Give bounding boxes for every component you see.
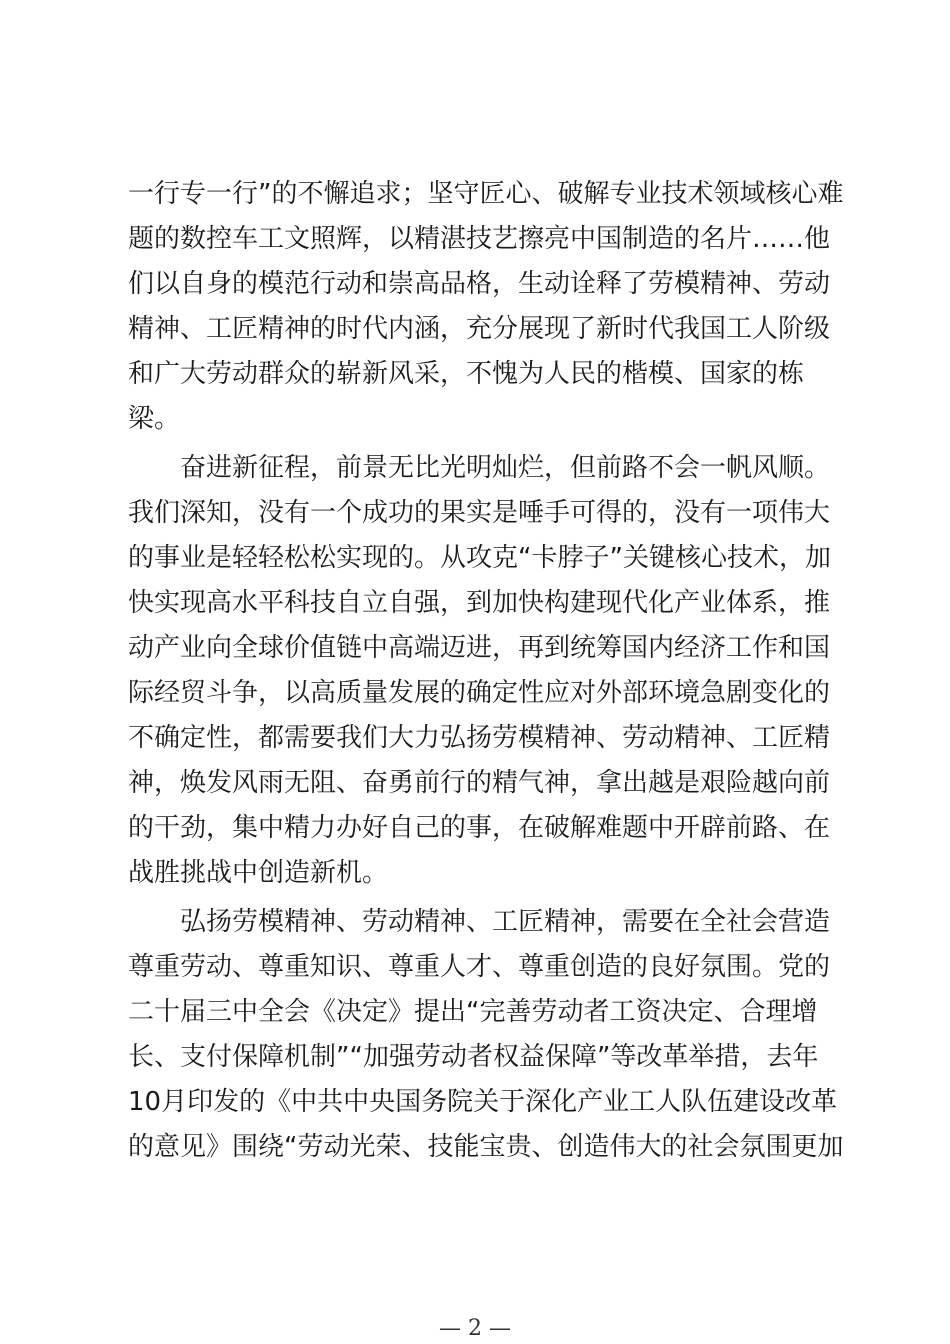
text-line: 神，焕发风雨无阻、奋勇前行的精气神，拿出越是艰险越向前 [128, 768, 831, 798]
text-line: 快实现高水平科技自立自强，到加快构建现代化产业体系，推 [128, 588, 831, 618]
text-line: 弘扬劳模精神、劳动精神、工匠精神，需要在全社会营造 [128, 907, 831, 937]
text-line: 的事业是轻轻松松实现的。从攻克“卡脖子”关键核心技术，加 [128, 543, 831, 573]
text-line: 动产业向全球价值链中高端迈进，再到统筹国内经济工作和国 [128, 633, 831, 663]
text-line: 我们深知，没有一个成功的果实是唾手可得的，没有一项伟大 [128, 498, 831, 528]
body-text [128, 172, 844, 1170]
text-line: 际经贸斗争，以高质量发展的确定性应对外部环境急剧变化的 [128, 678, 831, 708]
text-line: 题的数控车工文照辉，以精湛技艺擦亮中国制造的名片……他 [128, 224, 831, 254]
text-line: 梁。 [128, 404, 181, 434]
text-line: 10月印发的《中共中央国务院关于深化产业工人队伍建设改革 [128, 1087, 838, 1117]
text-line: 一行专一行”的不懈追求；坚守匠心、破解专业技术领域核心难 [128, 179, 844, 209]
page-number: — 2 — [439, 1316, 511, 1341]
text-line: 尊重劳动、尊重知识、尊重人才、尊重创造的良好氛围。党的 [128, 952, 831, 982]
text-line: 奋进新征程，前景无比光明灿烂，但前路不会一帆风顺。 [128, 453, 831, 483]
text-line: 长、支付保障机制”“加强劳动者权益保障”等改革举措，去年 [128, 1042, 819, 1072]
text-line: 的意见》围绕“劳动光荣、技能宝贵、创造伟大的社会氛围更加 [128, 1132, 844, 1162]
text-line: 和广大劳动群众的崭新风采，不愧为人民的楷模、国家的栋 [128, 359, 805, 389]
text-line: 不确定性，都需要我们大力弘扬劳模精神、劳动精神、工匠精 [128, 723, 831, 753]
text-line: 二十届三中全会《决定》提出“完善劳动者工资决定、合理增 [128, 997, 818, 1027]
text-line: 战胜挑战中创造新机。 [128, 858, 389, 888]
text-line: 的干劲，集中精力办好自己的事，在破解难题中开辟前路、在 [128, 813, 831, 843]
text-line: 精神、工匠精神的时代内涵，充分展现了新时代我国工人阶级 [128, 314, 831, 344]
text-line: 们以自身的模范行动和崇高品格，生动诠释了劳模精神、劳动 [128, 269, 831, 299]
